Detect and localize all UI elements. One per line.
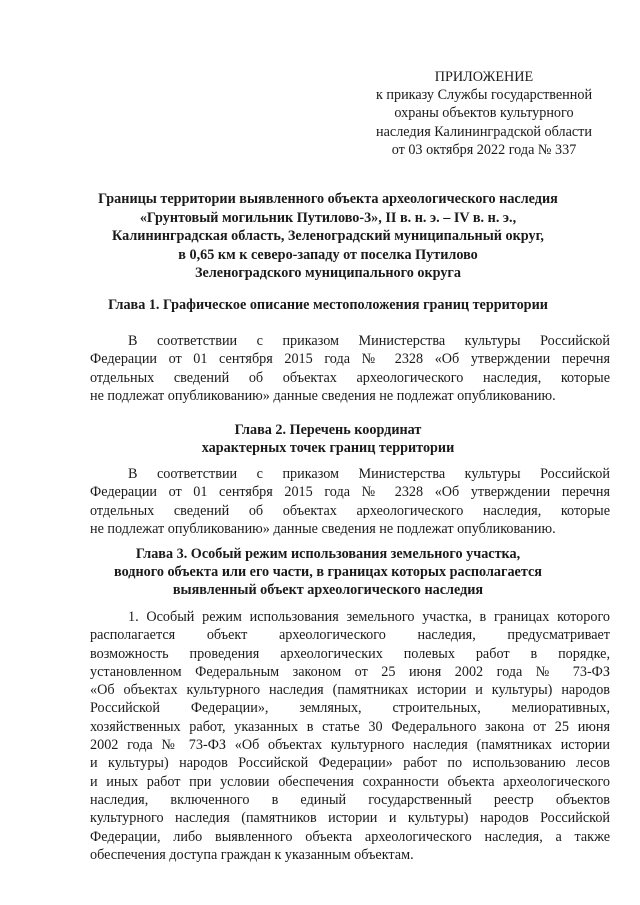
heading-line: Глава 1. Графическое описание местоположения границ территории xyxy=(108,297,548,313)
paragraph-line: отдельных сведений об объектах археологического наследия, которые xyxy=(90,502,610,519)
paragraph-line: хозяйственных работ, указанных в статье 30 Федерального закона от 25 июня xyxy=(90,718,610,735)
heading-line: Глава 2. Перечень координат xyxy=(234,422,422,438)
paragraph-line: наследия, включенного в единый государственный реестр объектов xyxy=(90,791,610,808)
paragraph-line: и культуры) народов Российской Федерации» работ по использованию лесов xyxy=(90,755,610,772)
chapter3-heading xyxy=(70,545,586,600)
paragraph-line: обеспечения доступа граждан к указанным объектам. xyxy=(90,846,414,863)
heading-line: характерных точек границ территории xyxy=(201,440,455,457)
title-line: Калининградская область, Зеленоградский муниципальный округ, xyxy=(112,228,544,245)
paragraph-line: возможность проведения археологических полевых работ в порядке, xyxy=(90,645,610,662)
appendix-line: от 03 октября 2022 года № 337 xyxy=(391,141,577,158)
paragraph-line: 1. Особый режим использования земельного участка, в границах которого xyxy=(128,609,610,625)
heading-line: выявленный объект археологического наследия xyxy=(172,582,484,599)
paragraph-line: не подлежат опубликованию» данные сведения не подлежат опубликованию. xyxy=(90,520,556,537)
paragraph-line: Федерации от 01 сентября 2015 года № 2328 «Об утверждении перечня xyxy=(90,351,610,368)
paragraph-line: В соответствии с приказом Министерства культуры Российской xyxy=(128,466,610,482)
title-line: Зеленоградского муниципального округа xyxy=(195,265,461,282)
paragraph-line: располагается объект археологического наследия, предусматривает xyxy=(90,627,610,644)
document-title xyxy=(70,190,586,283)
appendix-line: к приказу Службы государственной xyxy=(375,87,593,104)
paragraph-line: «Об объектах культурного наследия (памятниках истории и культуры) народов xyxy=(90,682,610,699)
appendix-line: охраны объектов культурного xyxy=(394,105,574,122)
chapter3-paragraph xyxy=(90,608,610,864)
paragraph-line: Федерации от 01 сентября 2015 года № 2328 «Об утверждении перечня xyxy=(90,484,610,501)
appendix-label: ПРИЛОЖЕНИЕ xyxy=(434,69,534,85)
chapter1-paragraph xyxy=(90,332,610,405)
paragraph-line: Российской Федерации», земляных, строительных, мелиоративных, xyxy=(90,700,610,717)
title-line: Границы территории выявленного объекта археологического наследия xyxy=(98,191,558,207)
paragraph-line: В соответствии с приказом Министерства культуры Российской xyxy=(128,333,610,349)
chapter2-paragraph xyxy=(90,465,610,538)
heading-line: Глава 3. Особый режим использования земельного участка, xyxy=(135,546,521,562)
paragraph-line: установленном Федеральным законом от 25 июня 2002 года № 73-ФЗ xyxy=(90,663,610,680)
paragraph-line: 2002 года № 73-ФЗ «Об объектах культурного наследия (памятниках истории xyxy=(90,737,610,754)
paragraph-line: отдельных сведений об объектах археологического наследия, которые xyxy=(90,369,610,386)
paragraph-line: не подлежат опубликованию» данные сведения не подлежат опубликованию. xyxy=(90,387,556,404)
heading-line: водного объекта или его части, в границах которых располагается xyxy=(114,564,542,581)
title-line: «Грунтовый могильник Путилово-3», II в. н. э. – IV в. н. э., xyxy=(139,209,517,226)
paragraph-line: Федерации, либо выявленного объекта археологического наследия, а также xyxy=(90,828,610,845)
chapter2-heading xyxy=(70,421,586,457)
paragraph-line: и иных работ при условии обеспечения сохранности объекта археологического xyxy=(90,773,610,790)
title-line: в 0,65 км к северо-западу от поселка Путилово xyxy=(178,246,478,263)
chapter1-heading xyxy=(70,296,586,314)
appendix-block xyxy=(350,68,618,159)
appendix-line: наследия Калининградской области xyxy=(376,123,592,140)
paragraph-line: культурного наследия (памятников истории и культуры) народов Российской xyxy=(90,810,610,827)
